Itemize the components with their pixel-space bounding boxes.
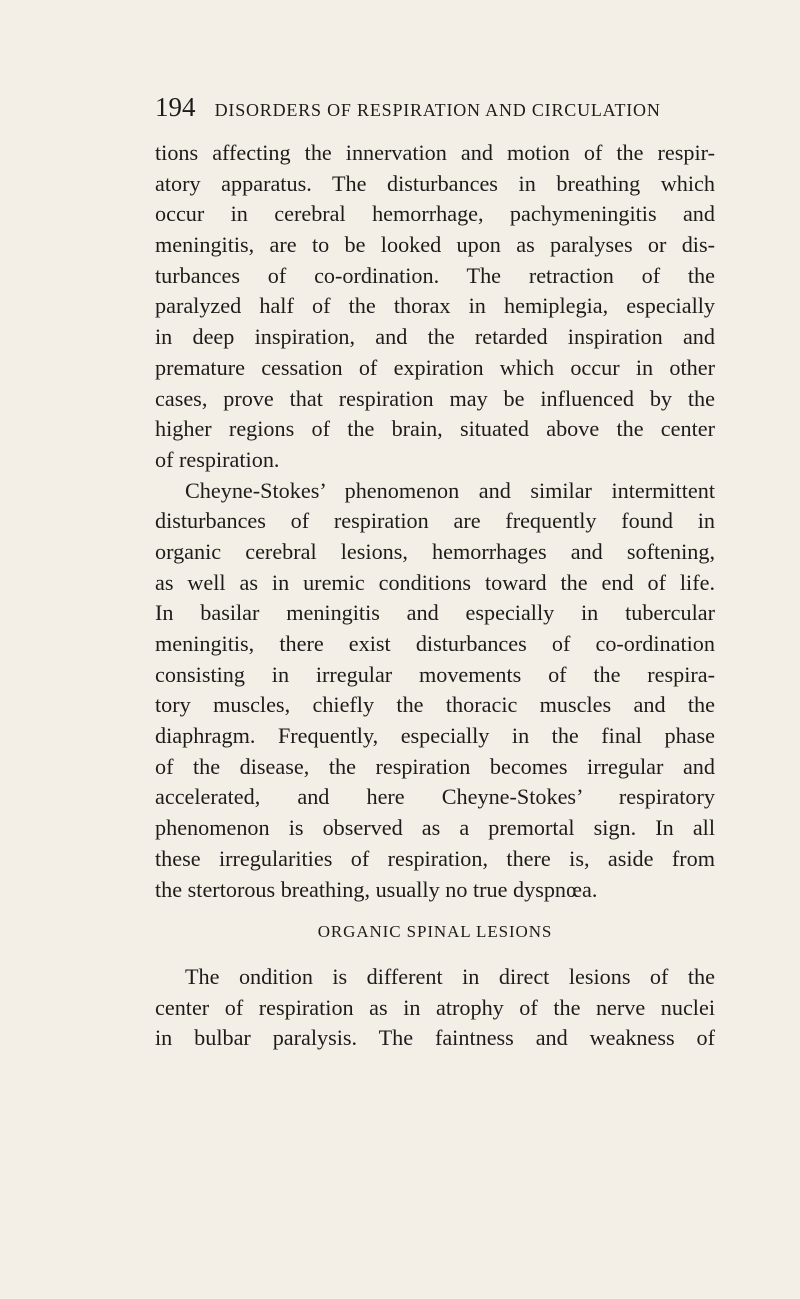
text-line: accelerated, and here Cheyne-Stokes’ respiratory (155, 784, 715, 810)
text-line: phenomenon is observed as a premortal sign. In all (155, 815, 715, 841)
text-line: these irregularities of respiration, there is, aside from (155, 845, 715, 871)
text-line: meningitis, there exist disturbances of co-ordination (155, 631, 715, 656)
text-line: as well as in uremic conditions toward the end of life. (155, 569, 715, 595)
text-line: higher regions of the brain, situated above the center (155, 416, 715, 442)
text-line: organic cerebral lesions, hemorrhages and softening, (155, 538, 715, 564)
text-line: of respiration. (155, 446, 280, 472)
text-line: diaphragm. Frequently, especially in the final phase (155, 723, 715, 749)
text-line: occur in cerebral hemorrhage, pachymeningitis and (155, 201, 715, 227)
text-line: paralyzed half of the thorax in hemiplegia, especially (155, 293, 715, 319)
paragraph-3 (155, 962, 715, 1054)
body-text (155, 138, 715, 1054)
text-line: meningitis, are to be looked upon as paralyses or dis- (155, 232, 715, 258)
text-line: cases, prove that respiration may be influenced by the (155, 385, 715, 411)
text-line: In basilar meningitis and especially in tubercular (155, 600, 715, 626)
section-heading: ORGANIC SPINAL LESIONS (317, 922, 553, 942)
text-line: tory muscles, chiefly the thoracic muscles and the (155, 692, 715, 718)
running-head (155, 92, 715, 123)
text-line: The ondition is different in direct lesions of the (185, 963, 715, 989)
text-line: in bulbar paralysis. The faintness and weakness of (155, 1025, 715, 1051)
text-line: in deep inspiration, and the retarded inspiration and (155, 324, 715, 350)
running-head-title: DISORDERS OF RESPIRATION AND CIRCULATION (214, 100, 661, 120)
text-line: center of respiration as in atrophy of the nerve nuclei (155, 994, 715, 1020)
text-line: disturbances of respiration are frequently found in (155, 508, 715, 534)
text-line: consisting in irregular movements of the respira- (155, 661, 715, 687)
text-line: the stertorous breathing, usually no true dyspnœa. (155, 876, 598, 902)
text-line: turbances of co-ordination. The retraction of the (155, 262, 715, 288)
text-line: tions affecting the innervation and motion of the respir- (155, 140, 715, 165)
paragraph-1 (155, 138, 715, 476)
paragraph-2 (155, 476, 715, 906)
page-number: 194 (155, 92, 196, 122)
text-line: Cheyne-Stokes’ phenomenon and similar intermittent (185, 477, 715, 503)
text-line: of the disease, the respiration becomes irregular and (155, 753, 715, 779)
text-line: premature cessation of expiration which occur in other (155, 354, 715, 380)
text-line: atory apparatus. The disturbances in breathing which (155, 170, 715, 196)
